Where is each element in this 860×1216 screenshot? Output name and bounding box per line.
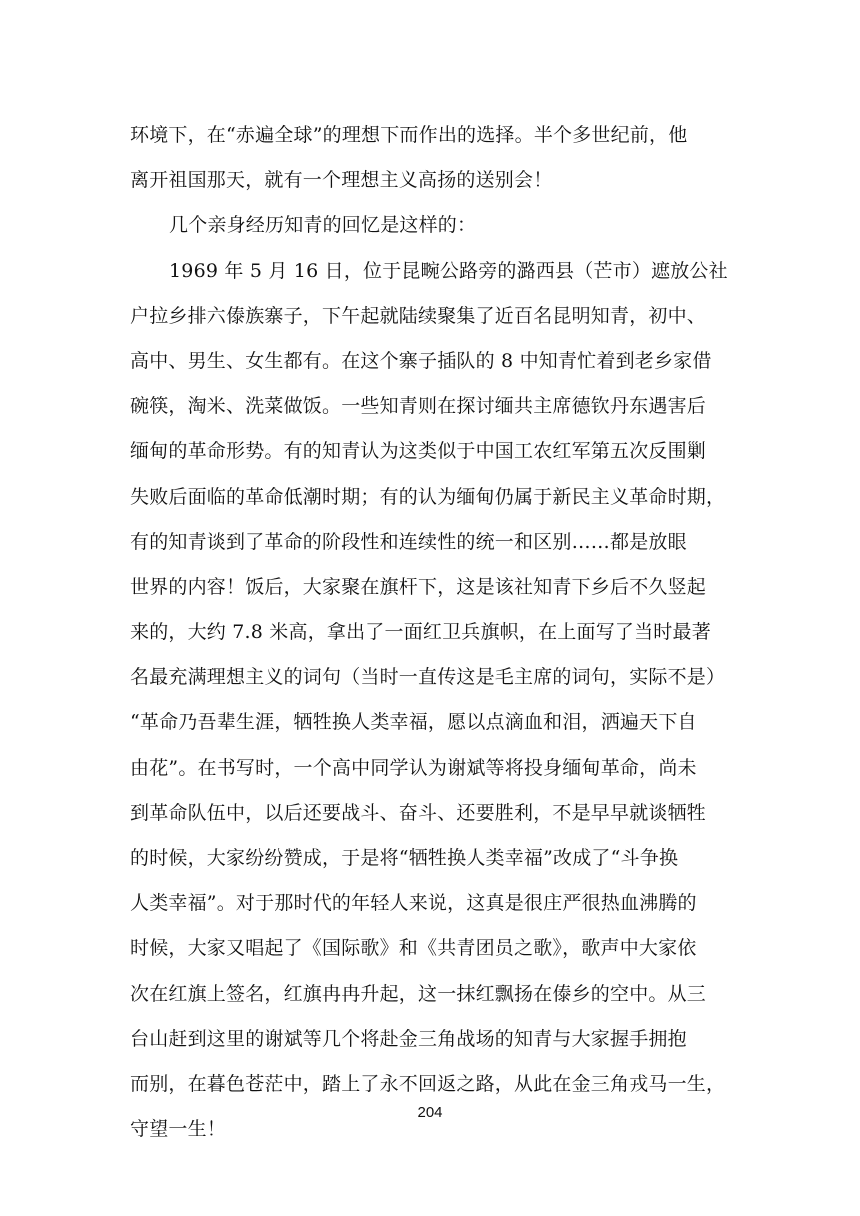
text-line: 守望一生！ [130,1118,227,1141]
text-line: 失败后面临的革命低潮时期；有的认为缅甸仍属于新民主义革命时期， [130,485,726,508]
text-line: 高中、男生、女生都有。在这个寨子插队的 8 中知青忙着到老乡家借 [130,349,712,372]
text-line: 到革命队伍中，以后还要战斗、奋斗、还要胜利，不是早早就谈牺牲 [130,801,707,824]
text-line: 碗筷，淘米、洗菜做饭。一些知青则在探讨缅共主席德钦丹东遇害后 [130,395,707,418]
text-line: 离开祖国那天，就有一个理想主义高扬的送别会！ [130,169,553,192]
text-line: 几个亲身经历知青的回忆是这样的： [169,214,477,237]
text-line: “革命乃吾辈生涯，牺牲换人类幸福，愿以点滴血和泪，洒遍天下自 [130,711,697,734]
text-line: 的时候，大家纷纷赞成，于是将“牺牲换人类幸福”改成了“斗争换 [130,847,679,869]
text-line: 次在红旗上签名，红旗冉冉升起，这一抹红飘扬在傣乡的空中。从三 [130,982,707,1005]
text-line: 环境下，在“赤遍全球”的理想下而作出的选择。半个多世纪前，他 [130,124,688,146]
text-line: 时候，大家又唱起了《国际歌》和《共青团员之歌》，歌声中大家依 [130,937,697,960]
text-line: 缅甸的革命形势。有的知青认为这类似于中国工农红军第五次反围剿 [130,440,707,463]
page-number: 204 [417,1104,443,1121]
text-line: 由花”。在书写时，一个高中同学认为谢斌等将投身缅甸革命，尚未 [130,756,697,779]
text-line: 有的知青谈到了革命的阶段性和连续性的统一和区别……都是放眼 [130,530,687,553]
text-line: 名最充满理想主义的词句（当时一直传这是毛主席的词句，实际不是） [130,666,726,689]
text-line: 1969 年 5 月 16 日，位于昆畹公路旁的潞西县（芒市）遮放公社 [169,259,728,282]
body-text [130,113,745,1152]
text-line: 户拉乡排六傣族寨子，下午起就陆续聚集了近百名昆明知青，初中、 [130,304,707,327]
text-line: 人类幸福”。对于那时代的年轻人来说，这真是很庄严很热血沸腾的 [130,892,697,915]
text-line: 世界的内容！饭后，大家聚在旗杆下，这是该社知青下乡后不久竖起 [130,575,707,598]
text-line: 台山赶到这里的谢斌等几个将赴金三角战场的知青与大家握手拥抱 [130,1027,687,1050]
text-line: 来的，大约 7.8 米高，拿出了一面红卫兵旗帜，在上面写了当时最著 [130,621,711,644]
text-line: 而别，在暮色苍茫中，踏上了永不回返之路，从此在金三角戎马一生， [130,1072,726,1095]
